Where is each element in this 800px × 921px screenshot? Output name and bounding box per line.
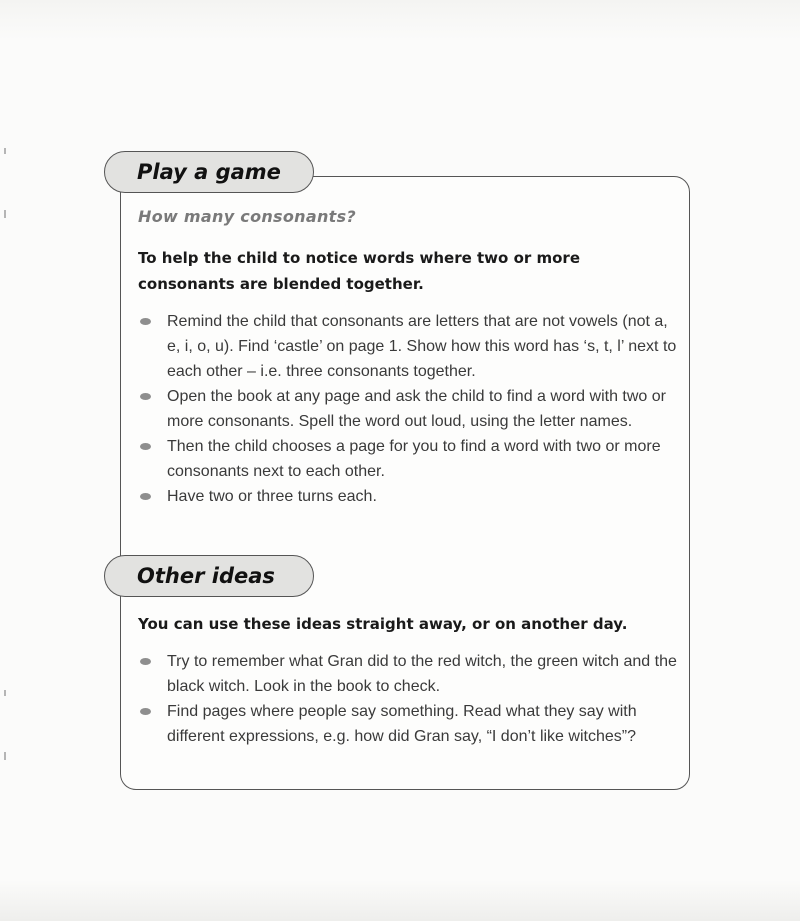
bullet-dot-icon	[140, 443, 151, 450]
other-ideas-tab	[104, 555, 314, 597]
bullet-text: Then the child chooses a page for you to find a word with two or more consonants next to each other.	[167, 438, 661, 480]
bullet-text: Find pages where people say something. Read what they say with different expressions, e.g. how did Gran say, “I don’t like witches”?	[167, 703, 637, 745]
scan-mark	[4, 210, 6, 218]
list-item	[138, 384, 683, 434]
bullet-dot-icon	[140, 318, 151, 325]
list-item	[138, 484, 683, 509]
other-ideas-intro: You can use these ideas straight away, or on another day.	[138, 615, 628, 633]
bullet-text: Have two or three turns each.	[167, 488, 377, 505]
bullet-dot-icon	[140, 708, 151, 715]
other-ideas-bullet-list	[138, 649, 683, 749]
play-game-title: Play a game	[137, 160, 281, 184]
scan-mark	[4, 690, 6, 696]
play-game-subheading: How many consonants?	[138, 207, 357, 226]
bullet-text: Try to remember what Gran did to the red witch, the green witch and the black witch. Look in the book to check.	[167, 653, 677, 695]
scan-mark	[4, 752, 6, 760]
bullet-dot-icon	[140, 493, 151, 500]
list-item	[138, 699, 683, 749]
bullet-text: Open the book at any page and ask the child to find a word with two or more consonants. Spell the word out loud, using the letter names.	[167, 388, 666, 430]
bullet-dot-icon	[140, 393, 151, 400]
play-game-bullet-list	[138, 309, 683, 509]
list-item	[138, 649, 683, 699]
play-game-intro: To help the child to notice words where two or more consonants are blended together.	[138, 249, 580, 293]
list-item	[138, 309, 683, 384]
scan-mark	[4, 148, 6, 154]
play-game-tab	[104, 151, 314, 193]
other-ideas-title: Other ideas	[137, 564, 275, 588]
bullet-dot-icon	[140, 658, 151, 665]
bullet-text: Remind the child that consonants are letters that are not vowels (not a, e, i, o, u). Find ‘castle’ on page 1. Show how this word has ‘s, t, l’ next to each other – i.e. three consonants together.	[167, 313, 677, 380]
list-item	[138, 434, 683, 484]
